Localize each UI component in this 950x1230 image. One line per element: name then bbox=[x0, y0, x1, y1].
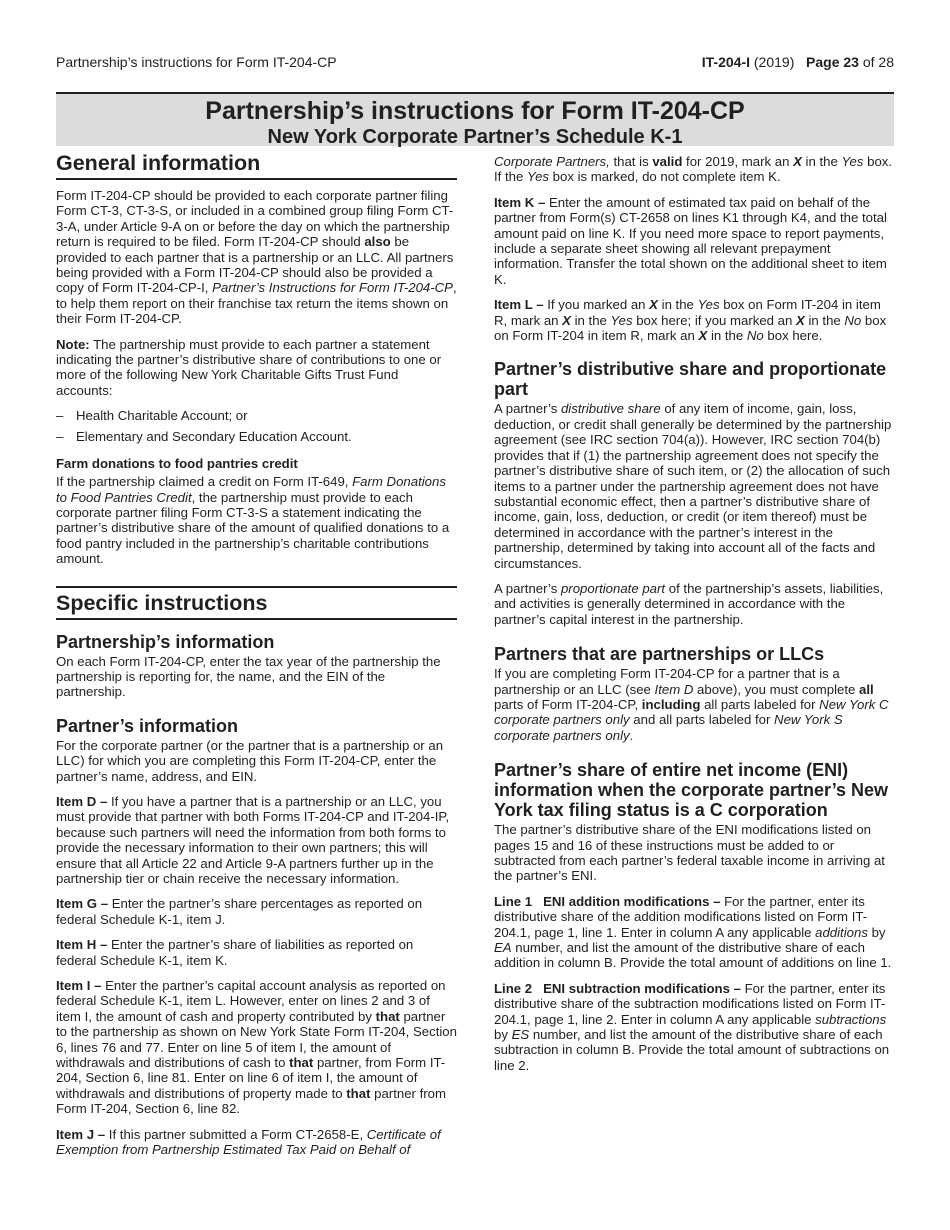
distributive-share-paragraph: A partner’s distributive share of any item of income, gain, loss, deduction, or credit shall generally be determined by the partnership agreement (see IRC section 704(a)). However, IRC section 704(b) provides that if (1) the partnership agreement does not specify the partner’s distributive share of such item, or (2) the allocation of such items to a partner under the partnership agreement does not have substantial economic effect, then a partner’s distributive share of income, gain, loss, deduction, or credit (or item thereof) must be determined in accordance with the partner’s interest in the partnership, determined by taking into account all of the facts and circumstances. bbox=[494, 401, 892, 571]
item-j-continued-paragraph: Corporate Partners, that is valid for 2019, mark an X in the Yes box. If the Yes box is marked, do not complete item K. bbox=[494, 154, 893, 185]
farm-donations-paragraph: If the partnership claimed a credit on Form IT-649, Farm Donations to Food Pantries Credit, the partnership must provide to each corporate partner filing Form CT-3-S a statement indicating the partner’s distributive share of the amount of qualified donations to a food pantry included in the partnership’s charitable contributions amount. bbox=[56, 474, 450, 567]
item-k-paragraph: Item K – Enter the amount of estimated tax paid on behalf of the partner from Form(s) CT-2658 on lines K1 through K4, and the total amount paid on line K. If you need more space to report payments, include a separate sheet showing all relevant prepayment information. Transfer the total shown on the additional sheet to item K. bbox=[494, 194, 887, 287]
title-banner bbox=[56, 92, 894, 146]
general-paragraph: Form IT-204-CP should be provided to each corporate partner filing Form CT-3, CT-3-S, or included in a combined group filing Form CT-3-A, under Article 9-A on or before the day on which the partnership return is required to be filed. Form IT-204-CP should also be provided to each partner that is a partnership or an LLC. All partners being provided with a Form IT-204-CP should also be provided a copy of Form IT-204-CP-I, Partner’s Instructions for Form IT-204-CP, to help them report on their franchise tax return the items shown on their Form IT-204-CP. bbox=[56, 188, 457, 327]
charitable-accounts-list bbox=[56, 408, 457, 444]
specific-instructions-heading: Specific instructions bbox=[56, 586, 457, 620]
item-j-paragraph: Item J – If this partner submitted a Form CT-2658-E, Certificate of Exemption from Partnership Estimated Tax Paid on Behalf of bbox=[56, 1126, 441, 1158]
item-l-paragraph: Item L – If you marked an X in the Yes box on Form IT-204 in item R, mark an X in the Yes box here; if you marked an X in the No box on Form IT-204 in item R, mark an X in the No box here. bbox=[494, 297, 887, 344]
item-d-paragraph: Item D – If you have a partner that is a partnership or an LLC, you must provide that partner with both Forms IT-204-CP and IT-204-IP, because such partners will need the information from both forms to provide the necessary information to their own partners; this will ensure that all Article 22 and Article 9-A partners further up in the partnership tier or chain receive the necessary information. bbox=[56, 793, 450, 886]
note-label: Note: bbox=[56, 336, 90, 352]
line-1-paragraph: Line 1 ENI addition modifications – For the partner, enter its distributive share of the addition modifications listed on Form IT-204.1, page 1, line 1. Enter in column A any applicable additions by EA number, and list the amount of the distributive share of each addition in column B. Provide the total amount of additions on line 1. bbox=[494, 893, 892, 971]
right-column bbox=[494, 154, 895, 1083]
eni-heading: Partner’s share of entire net income (ENI) information when the corporate partner’s New York tax filing status is a C corporation bbox=[494, 760, 889, 821]
line-2-paragraph: Line 2 ENI subtraction modifications – For the partner, enter its distributive share of the subtraction modifications listed on Form IT-204.1, page 1, line 2. Enter in column A any applicable subtractions by ES number, and list the amount of the distributive share of each subtraction in column B. Provide the total amount of subtractions on line 2. bbox=[494, 980, 890, 1073]
item-i-paragraph: Item I – Enter the partner’s capital account analysis as reported on federal Schedule K-1, item L. However, enter on lines 2 and 3 of item I, the amount of cash and property contributed by that partner to the partnership as shown on New York State Form IT-204, Section 6, lines 76 and 77. Enter on line 5 of item I, the amount of withdrawals and distributions of cash to that partner, from Form IT-204, Section 6, line 81. Enter on line 6 of item I, the amount of withdrawals and distributions of property made to that partner from Form IT-204, Section 6, line 82. bbox=[56, 978, 457, 1117]
eni-intro-paragraph: The partner’s distributive share of the ENI modifications listed on pages 15 and 16 of these instructions must be added to or subtracted from each partner’s federal taxable income in arriving at the partner’s ENI. bbox=[494, 822, 885, 884]
header-year: (2019) bbox=[753, 54, 795, 70]
header-page-info bbox=[702, 54, 894, 70]
header-form-id: IT-204-I bbox=[701, 54, 750, 70]
farm-donations-heading: Farm donations to food pantries credit bbox=[56, 456, 298, 472]
page-title: Partnership’s instructions for Form IT-204-CP bbox=[205, 97, 745, 125]
item-g-paragraph: Item G – Enter the partner’s share percentages as reported on federal Schedule K-1, item J. bbox=[56, 896, 423, 927]
left-column bbox=[56, 150, 457, 1168]
list-item: – Health Charitable Account; or bbox=[56, 408, 457, 423]
partnership-information-heading: Partnership’s information bbox=[56, 631, 275, 652]
partnership-information-paragraph: On each Form IT-204-CP, enter the tax year of the partnership the partnership is reporting for, the name, and the EIN of the partnership. bbox=[56, 653, 441, 700]
header-page-label: Page bbox=[806, 54, 840, 70]
header-page-total: of 28 bbox=[862, 54, 894, 70]
item-h-paragraph: Item H – Enter the partner’s share of liabilities as reported on federal Schedule K-1, item K. bbox=[56, 937, 414, 968]
partners-llcs-heading: Partners that are partnerships or LLCs bbox=[494, 644, 825, 665]
header-page-number: 23 bbox=[843, 54, 859, 70]
partners-llcs-paragraph: If you are completing Form IT-204-CP for a partner that is a partnership or an LLC (see Item D above), you must complete all parts of Form IT-204-CP, including all parts labeled for New York C corporate partners only and all parts labeled for New York S corporate partners only. bbox=[494, 666, 889, 743]
header-document-title: Partnership’s instructions for Form IT-204-CP bbox=[56, 54, 337, 70]
list-item: – Elementary and Secondary Education Account. bbox=[56, 429, 457, 444]
partner-information-heading: Partner’s information bbox=[56, 715, 239, 736]
distributive-share-heading: Partner’s distributive share and proportionate part bbox=[494, 359, 887, 400]
general-information-heading: General information bbox=[56, 150, 457, 180]
partner-information-paragraph: For the corporate partner (or the partner that is a partnership or an LLC) for which you are completing this Form IT-204-CP, enter the partner’s name, address, and EIN. bbox=[56, 737, 444, 784]
note-paragraph: Note: The partnership must provide to each partner a statement indicating the partner’s distributive share of contributions to one or more of the following New York Charitable Gifts Trust Fund accounts: bbox=[56, 336, 442, 398]
proportionate-part-paragraph: A partner’s proportionate part of the partnership’s assets, liabilities, and activities is generally determined in accordance with the partner’s capital interest in the partnership. bbox=[494, 580, 884, 627]
page-subtitle: New York Corporate Partner’s Schedule K-1 bbox=[267, 126, 683, 148]
